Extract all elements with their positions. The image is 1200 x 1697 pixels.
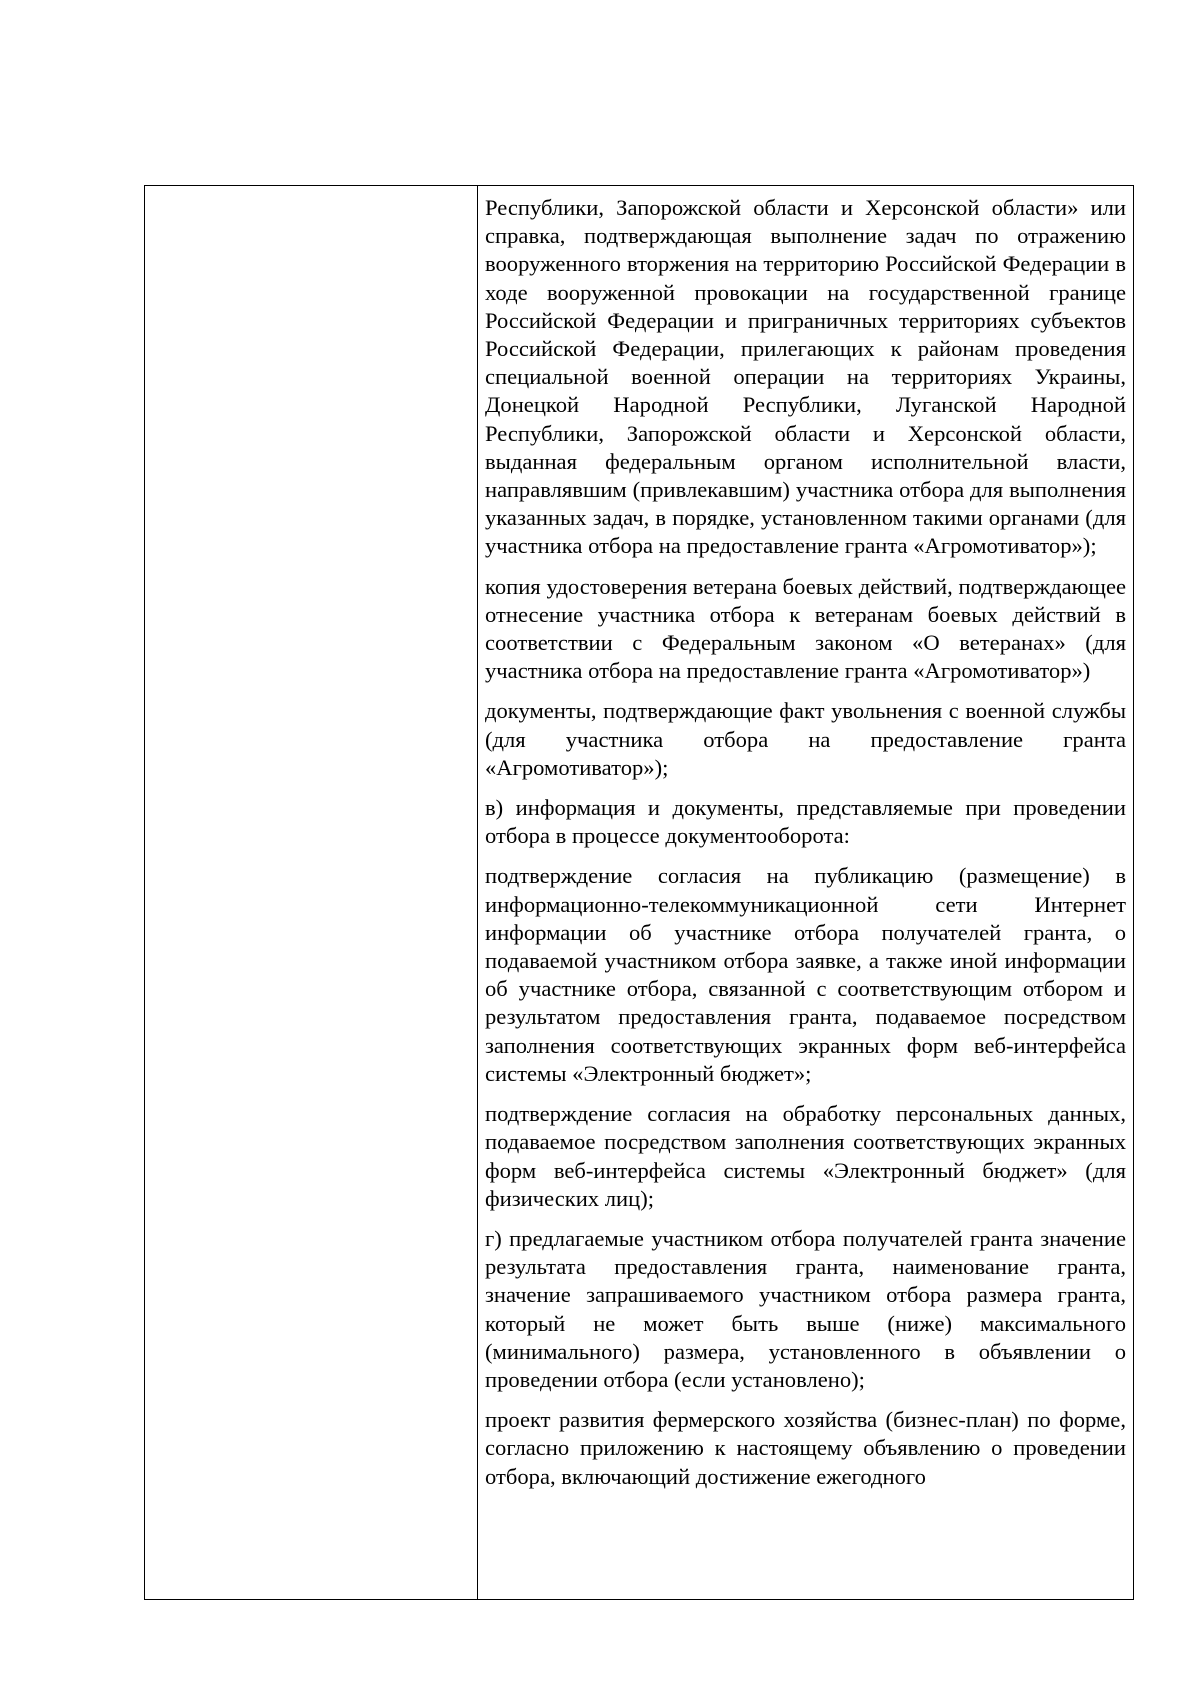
document-table <box>144 185 1134 1600</box>
paragraph-publication-consent: подтверждение согласия на публикацию (размещение) в информационно-телекоммуникационной сети Интернет информации об участнике отбора получателей гранта, о подаваемой участником отбора заявке, а также иной информации об участнике отбора, связанной с соответствующим отбором и результатом предоставления гранта, подаваемое посредством заполнения соответствующих экранных форм веб-интерфейса системы «Электронный бюджет»; <box>485 863 1126 1086</box>
paragraph-veteran-id: копия удостоверения ветерана боевых действий, подтверждающее отнесение участника отбора к ветеранам боевых действий в соответствии с Федеральным законом «О ветеранах» (для участника отбора на предоставление гранта «Агромотиватор») <box>485 573 1126 684</box>
paragraph-certificate: Республики, Запорожской области и Херсонской области» или справка, подтверждающая выполнение задач по отражению вооруженного вторжения на территорию Российской Федерации в ходе вооруженной провокации на государственной границе Российской Федерации и приграничных территориях субъектов Российской Федерации, прилегающих к районам проведения специальной военной операции на территориях Украины, Донецкой Народной Республики, Луганской Народной Республики, Запорожской области и Херсонской области, выданная федеральным органом исполнительной власти, направлявшим (привлекавшим) участника отбора для выполнения указанных задач, в порядке, установленном такими органами (для участника отбора на предоставление гранта «Агромотиватор»); <box>485 195 1126 559</box>
table-left-cell <box>145 186 478 1599</box>
paragraph-section-v: в) информация и документы, представляемые при проведении отбора в процессе документооборота: <box>485 795 1126 849</box>
paragraph-section-g: г) предлагаемые участником отбора получателей гранта значение результата предоставления гранта, наименование гранта, значение запрашиваемого участником отбора размера гранта, который не может быть выше (ниже) максимального (минимального) размера, установленного в объявлении о проведении отбора (если установлено); <box>485 1225 1126 1392</box>
table-right-cell <box>478 186 1133 1599</box>
paragraph-discharge-documents: документы, подтверждающие факт увольнения с военной службы (для участника отбора на предоставление гранта «Агромотиватор»); <box>485 698 1126 780</box>
paragraph-business-plan: проект развития фермерского хозяйства (бизнес-план) по форме, согласно приложению к настоящему объявлению о проведении отбора, включающий достижение ежегодного <box>485 1407 1126 1489</box>
paragraph-personal-data-consent: подтверждение согласия на обработку персональных данных, подаваемое посредством заполнения соответствующих экранных форм веб-интерфейса системы «Электронный бюджет» (для физических лиц); <box>485 1101 1126 1211</box>
